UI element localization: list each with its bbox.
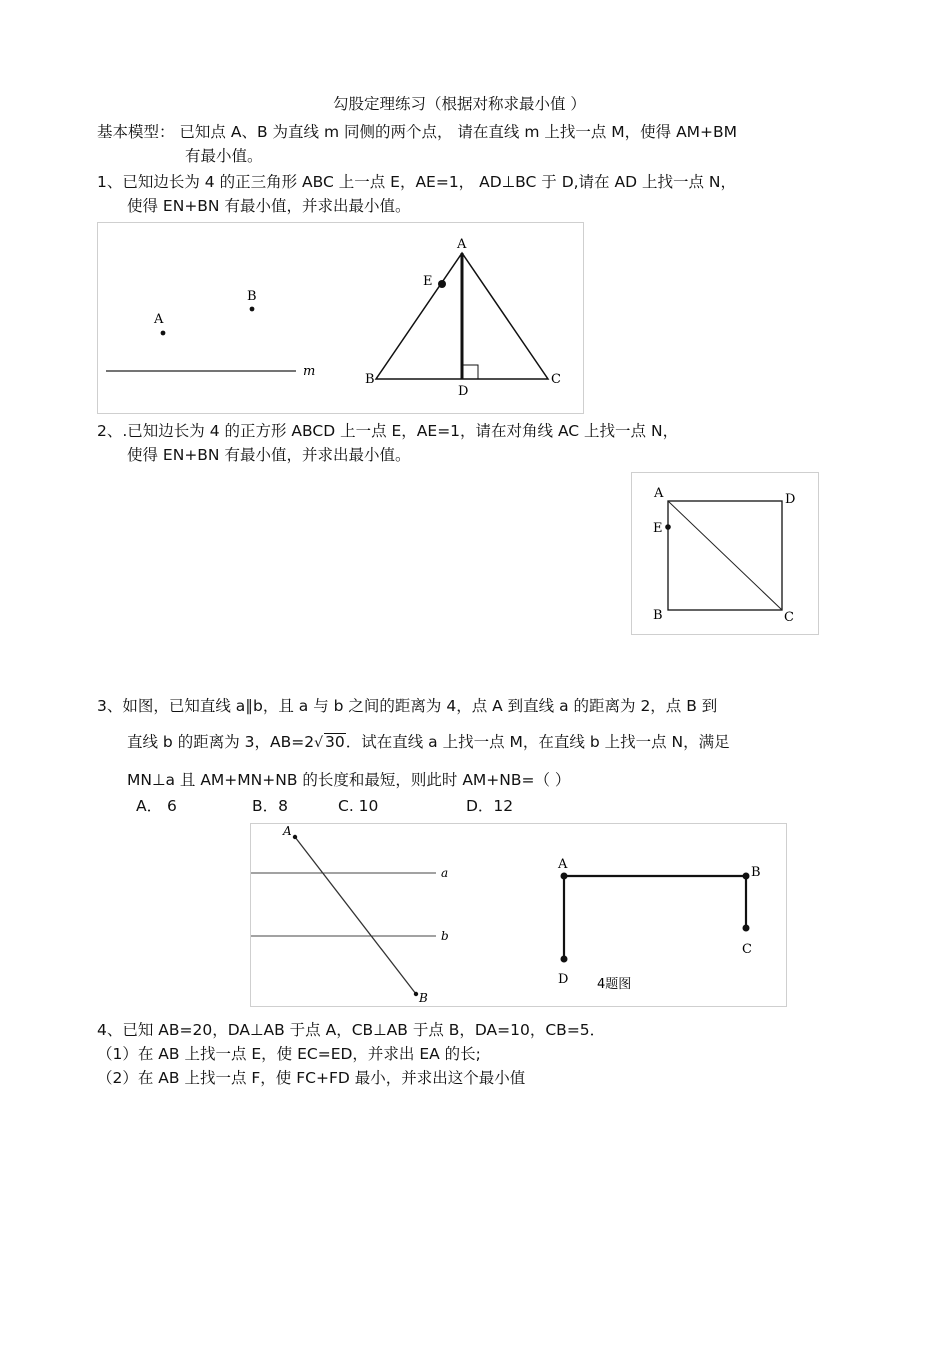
q1-line-2: 使得 EN+BN 有最小值，并求出最小值。 (127, 197, 411, 215)
point-B-label: B (247, 289, 257, 304)
q2-line-1: 2、.已知边长为 4 的正方形 ABCD 上一点 E，AE=1，请在对角线 AC 上找一点 N， (97, 422, 679, 440)
line-m-label: m (303, 364, 316, 379)
tri-E-label: E (423, 274, 433, 289)
tri-C-label: C (551, 372, 561, 387)
line-b-label: b (441, 929, 449, 943)
line-a-label: a (441, 866, 449, 880)
q3-line-3: MN⊥a 且 AM+MN+NB 的长度和最短，则此时 AM+NB=（ ） (127, 771, 571, 789)
q3-A-label: A (283, 824, 292, 838)
option-b: B．8 (252, 797, 288, 815)
q3-line-2-post: ．试在直线 a 上找一点 M，在直线 b 上找一点 N，满足 (345, 733, 730, 751)
q2-figure (631, 472, 819, 635)
tri-D-label: D (458, 384, 469, 399)
sq-C-label: C (784, 610, 794, 625)
fig4-B-label: B (751, 865, 761, 880)
option-c: C. 10 (338, 797, 379, 815)
q3-line-1: 3、如图，已知直线 a∥b，且 a 与 b 之间的距离为 4，点 A 到直线 a 的距离为 2，点 B 到 (97, 697, 718, 715)
q3-sqrt-value: 30 (325, 733, 345, 751)
q2-line-2: 使得 EN+BN 有最小值，并求出最小值。 (127, 446, 411, 464)
q4-line-2: （1）在 AB 上找一点 E，使 EC=ED，并求出 EA 的长; (97, 1045, 481, 1063)
sq-E-label: E (653, 521, 663, 536)
sq-B-label: B (653, 608, 663, 623)
fig4-caption: 4题图 (597, 977, 632, 992)
fig4-D-label: D (558, 972, 569, 987)
fig4-C-label: C (742, 942, 752, 957)
sq-A-label: A (654, 486, 664, 501)
q3-B-label: B (419, 991, 428, 1005)
q3-line-2-pre: 直线 b 的距离为 3，AB=2 (127, 733, 315, 751)
q3-line-2: 直线 b 的距离为 3，AB=2√ 30．试在直线 a 上找一点 M，在直线 b 上找一点 N，满足 (127, 733, 730, 751)
q1-figure (97, 222, 584, 414)
q3-q4-figure (250, 823, 787, 1007)
model-line-1: 基本模型： 已知点 A、B 为直线 m 同侧的两个点， 请在直线 m 上找一点 M，使得 AM+BM (97, 123, 738, 141)
q4-line-1: 4、已知 AB=20，DA⊥AB 于点 A，CB⊥AB 于点 B，DA=10，CB=5． (97, 1021, 606, 1039)
page-title: 勾股定理练习（根据对称求最小值 ） (333, 95, 586, 113)
sq-D-label: D (785, 492, 796, 507)
fig4-A-label: A (558, 857, 568, 872)
option-a: A． 6 (136, 797, 177, 815)
tri-A-label: A (457, 237, 467, 252)
tri-B-label: B (365, 372, 375, 387)
option-d: D．12 (466, 797, 514, 815)
point-A-label: A (154, 312, 164, 327)
q4-line-3: （2）在 AB 上找一点 F，使 FC+FD 最小，并求出这个最小值 (97, 1069, 526, 1087)
model-line-2: 有最小值。 (185, 147, 263, 165)
q1-line-1: 1、已知边长为 4 的正三角形 ABC 上一点 E，AE=1， AD⊥BC 于 D,请在 AD 上找一点 N， (97, 173, 736, 191)
